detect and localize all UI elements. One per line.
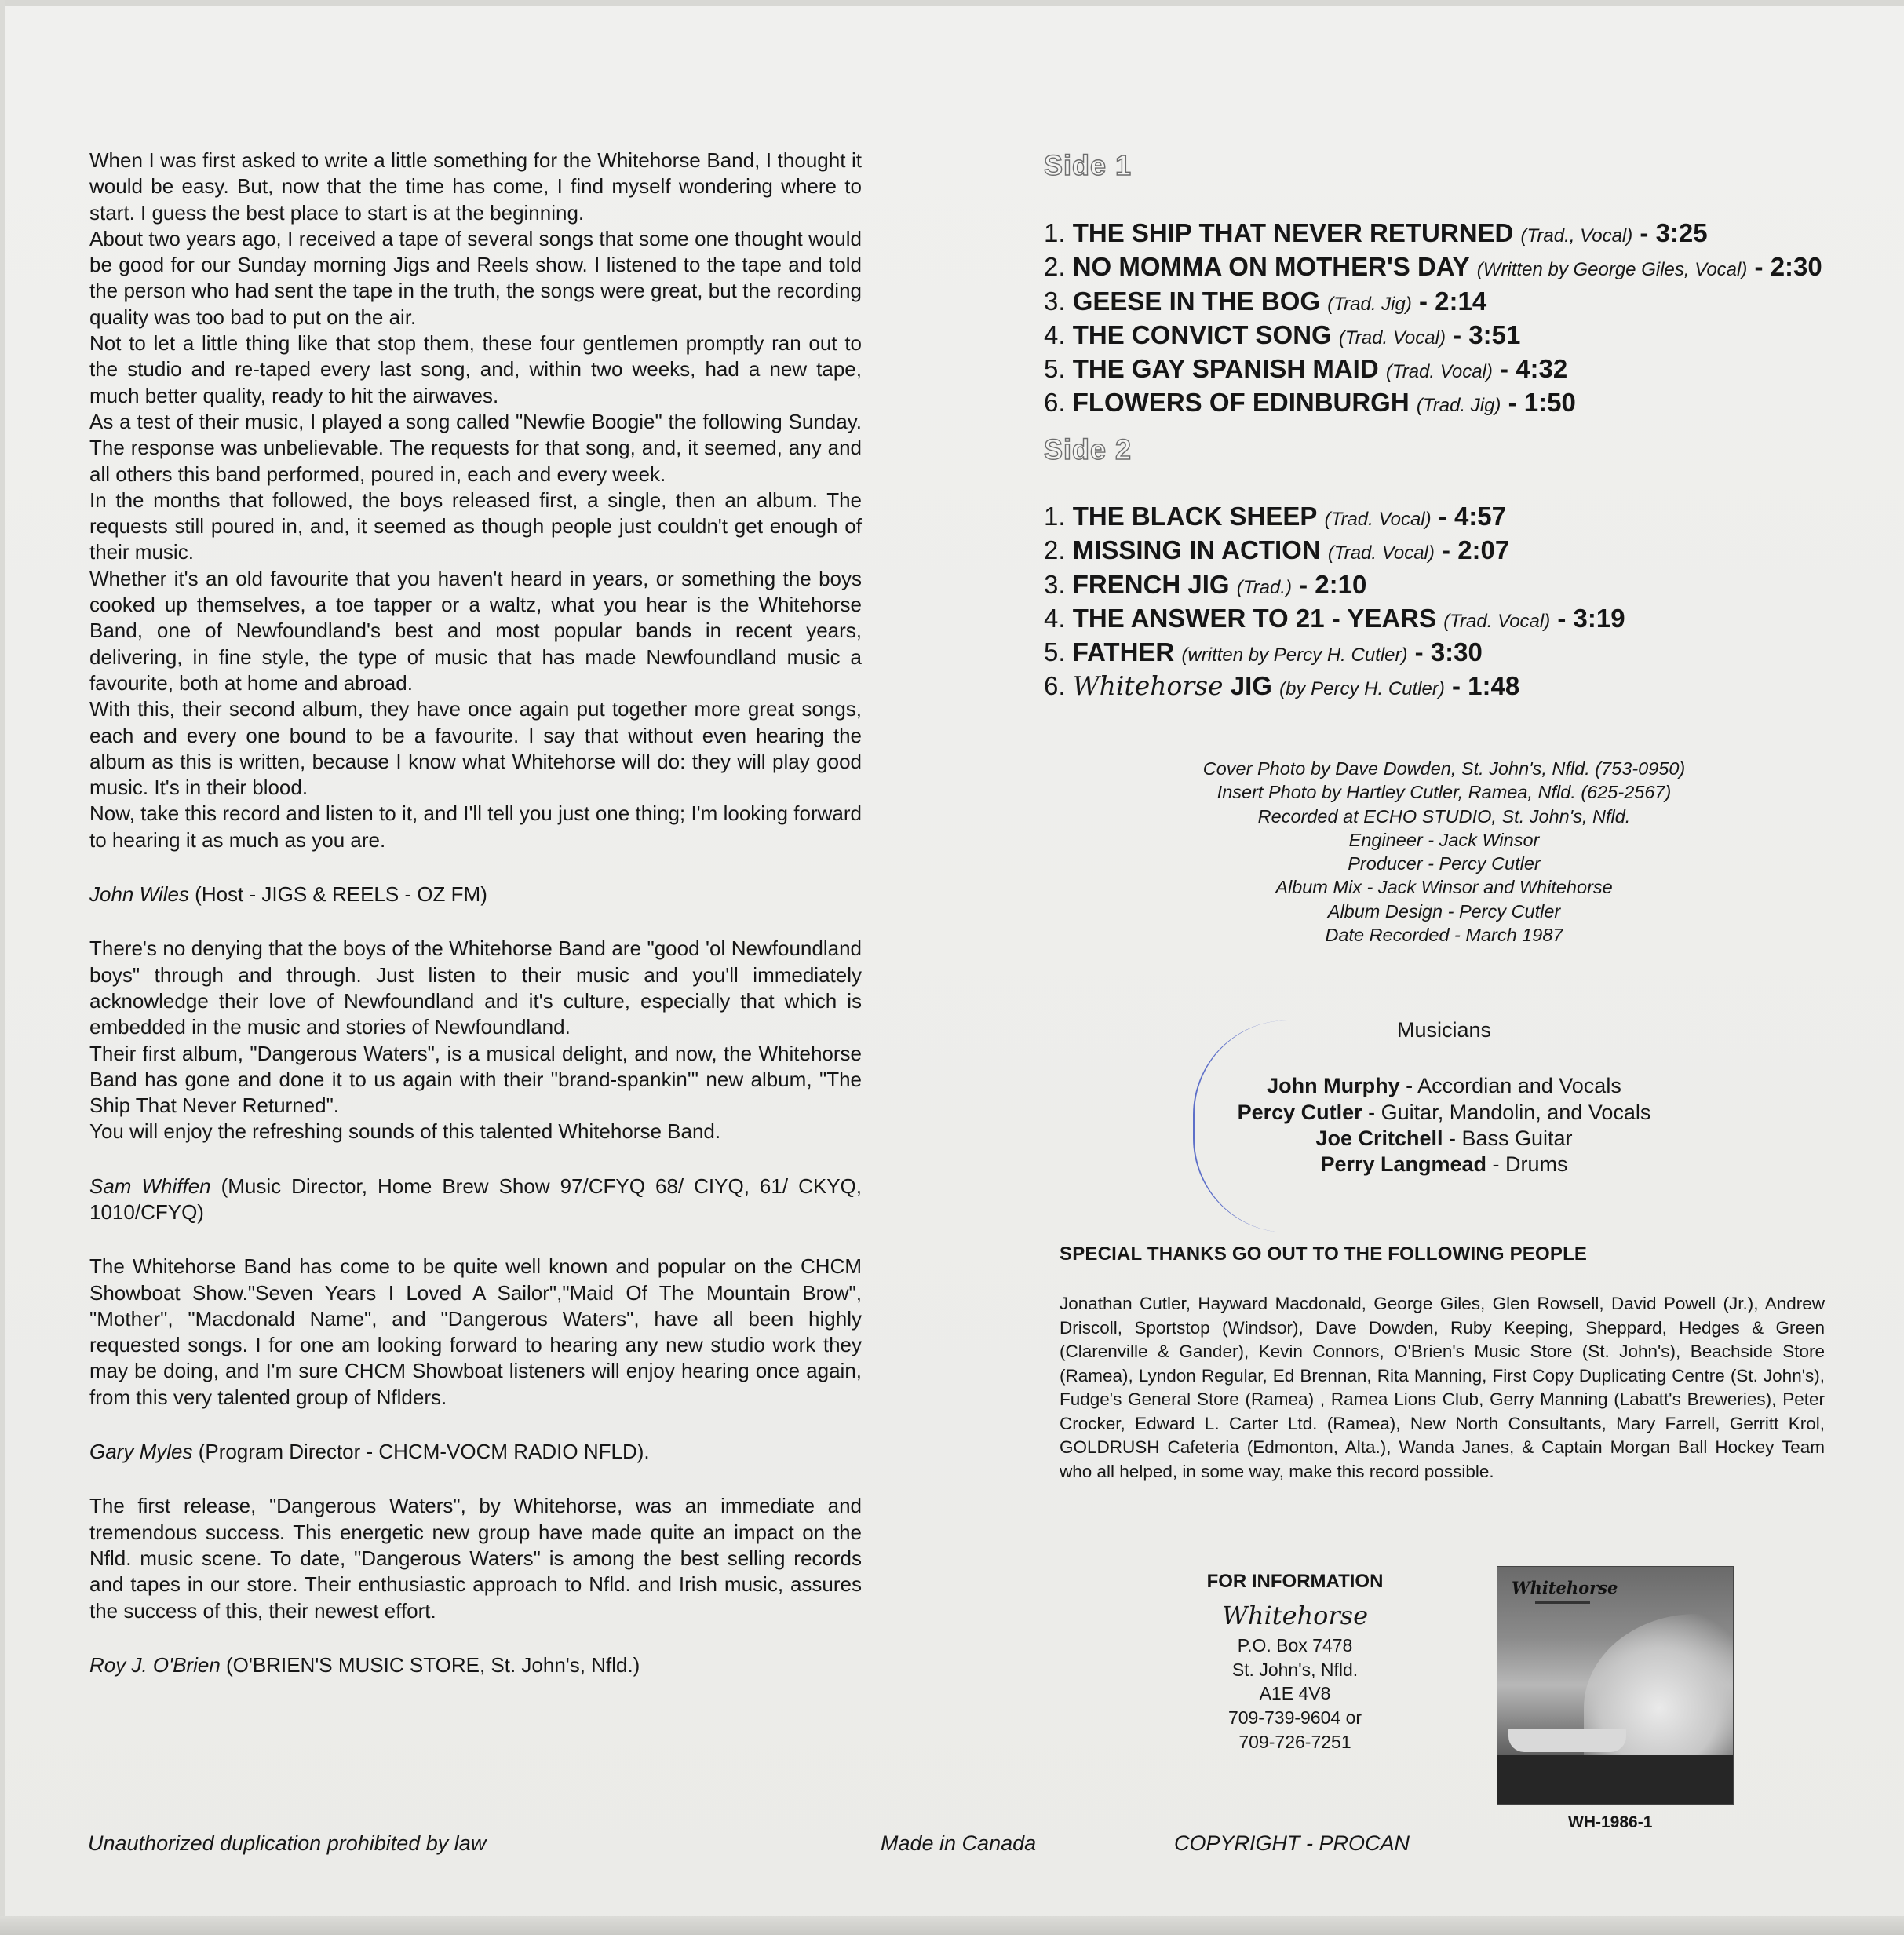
track-duration: - 3:19: [1557, 603, 1625, 633]
credit-line: Insert Photo by Hartley Cutler, Ramea, Nfld. (625-2567): [1216, 782, 1672, 803]
musician-role: - Drums: [1486, 1152, 1568, 1177]
track-duration: - 4:57: [1438, 502, 1506, 531]
signature-role: (Host - JIGS & REELS - OZ FM): [188, 882, 487, 907]
track-item: 3. FRENCH JIG (Trad.) - 2:10: [1044, 569, 1367, 599]
liner-paragraph: When I was first asked to write a little something for the Whitehorse Band, I thought it would be easy. But, now that the time has come, I find myself wondering where to start. I guess the best place to start is at the beginning.: [89, 148, 862, 225]
musician-role: - Accordian and Vocals: [1399, 1074, 1621, 1098]
footer-copyright: COPYRIGHT - PROCAN: [1174, 1831, 1410, 1855]
liner-paragraph: As a test of their music, I played a song called "Newfie Boogie" the following Sunday. The response was unbelievable. The requests for that song, and, it seemed, any and all others this band performed, poured in, each and every week.: [89, 409, 862, 486]
liner-paragraph: There's no denying that the boys of the Whitehorse Band are "good 'ol Newfoundland boys" through and through. Just listen to their music and you'll immediately acknowledge their love of Newfoundland and it's culture, especially that which is embedded in the music and stories of Newfoundland.: [89, 936, 862, 1039]
track-duration: - 1:48: [1452, 671, 1520, 701]
track-title: FLOWERS OF EDINBURGH: [1072, 388, 1410, 418]
track-duration: - 3:30: [1414, 637, 1483, 667]
track-item: 3. GEESE IN THE BOG (Trad. Jig) - 2:14: [1044, 286, 1487, 316]
contact-line: 709-739-9604 or: [1227, 1707, 1362, 1728]
track-title: THE CONVICT SONG: [1072, 319, 1332, 349]
side-2-tracklist: [1044, 501, 1876, 705]
musicians-list: [1177, 1017, 1711, 1177]
contact-info: [1177, 1570, 1413, 1754]
track-item: 4. THE CONVICT SONG (Trad. Vocal) - 3:51: [1044, 319, 1521, 349]
track-title: FATHER: [1072, 637, 1175, 667]
signature-name: Sam Whiffen: [89, 1174, 211, 1198]
liner-paragraph: The Whitehorse Band has come to be quite well known and popular on the CHCM Showboat Show."Seven Years I Loved A Sailor","Maid Of The Mountain Brow", "Mother", "Macdonald Name", and "Dangerous Waters", have all been highly requested songs. I for one am looking forward to hearing any new studio work they may be doing, and I'm sure CHCM Showboat listeners will enjoy hearing once again, from this very talented group of Nflders.: [89, 1254, 862, 1409]
track-note: (Trad., Vocal): [1520, 225, 1633, 246]
track-title: THE SHIP THAT NEVER RETURNED: [1072, 218, 1514, 247]
musician-name: John Murphy: [1267, 1074, 1400, 1098]
liner-paragraph: You will enjoy the refreshing sounds of this talented Whitehorse Band.: [89, 1119, 721, 1144]
credit-line: Recorded at ECHO STUDIO, St. John's, Nfld.: [1257, 805, 1631, 827]
contact-line: A1E 4V8: [1259, 1683, 1331, 1704]
track-duration: - 1:50: [1508, 388, 1576, 418]
liner-paragraph: About two years ago, I received a tape of several songs that some one thought would be good for our Sunday morning Jigs and Reels show. I listened to the tape and told the person who had sent the tape in the truth, the songs were great, but the recording quality was too bad to put on the air.: [89, 226, 862, 329]
catalog-number: WH-1986-1: [1568, 1813, 1653, 1831]
track-title: THE GAY SPANISH MAID: [1072, 354, 1379, 384]
signature-name: Roy J. O'Brien: [89, 1652, 221, 1677]
track-note: (Trad. Vocal): [1338, 327, 1446, 349]
track-item: 2. MISSING IN ACTION (Trad. Vocal) - 2:07: [1044, 535, 1510, 565]
signature-gary-myles: [89, 1439, 862, 1465]
track-note: (Written by George Giles, Vocal): [1476, 259, 1748, 281]
sleeve-edge-top: [0, 0, 1904, 6]
track-item: 4. THE ANSWER TO 21 - YEARS (Trad. Vocal) - 3:19: [1044, 603, 1625, 633]
side-2-heading: Side 2: [1044, 433, 1133, 465]
musician-name: Perry Langmead: [1320, 1152, 1487, 1177]
track-item: 1. THE BLACK SHEEP (Trad. Vocal) - 4:57: [1044, 502, 1506, 531]
liner-paragraph: Whether it's an old favourite that you haven't heard in years, or something the boys cooked up themselves, a toe tapper or a waltz, what you hear is the Whitehorse Band, one of Newfoundland's best and most popular bands in recent years, delivering, in fine style, the type of music that has made Newfoundland music a favourite, both at home and abroad.: [89, 566, 862, 695]
footer-origin: Made in Canada: [881, 1831, 1037, 1855]
signature-sam-whiffen: [89, 1174, 862, 1226]
liner-paragraph: The first release, "Dangerous Waters", by Whitehorse, was an immediate and tremendous success. This energetic new group have made quite an impact on the Nfld. music scene. To date, "Dangerous Waters" is among the best selling records and tapes in our store. Their enthusiastic approach to Nfld. and Irish music, assures the success of this, their newest effort.: [89, 1494, 862, 1623]
credit-line: Date Recorded - March 1987: [1325, 925, 1563, 946]
track-note: (Trad. Vocal): [1385, 361, 1493, 383]
side-1-tracklist: [1044, 217, 1876, 422]
signature-role: (Music Director, Home Brew Show 97/CFYQ 68/ CIYQ, 61/ CKYQ, 1010/CFYQ): [89, 1174, 862, 1224]
track-title: FRENCH JIG: [1072, 569, 1230, 599]
liner-paragraph: With this, their second album, they have once again put together more great songs, each and every one bound to be a favourite. I say that without even hearing the album as this is written, because I know what Whitehorse will do: they will play good music. It's in their blood.: [89, 697, 862, 800]
track-duration: - 2:10: [1299, 569, 1367, 599]
album-cover-thumbnail: [1497, 1566, 1734, 1805]
musician-row: [1177, 1126, 1711, 1152]
track-item: 6. Whitehorse JIG (by Percy H. Cutler) - 1:48: [1044, 670, 1520, 702]
boat-image: [1508, 1729, 1626, 1752]
track-duration: - 2:30: [1754, 252, 1822, 282]
track-note: (Trad. Vocal): [1443, 610, 1551, 632]
production-credits: [1099, 757, 1789, 947]
musician-row: [1177, 1152, 1711, 1177]
track-duration: - 4:32: [1500, 354, 1568, 384]
liner-paragraph: Not to let a little thing like that stop them, these four gentlemen promptly ran out to the studio and re-taped every last song, and, within two weeks, had a new tape, much better quality, ready to hit the airwaves.: [89, 331, 862, 407]
credit-line: Cover Photo by Dave Dowden, St. John's, Nfld. (753-0950): [1202, 758, 1686, 779]
contact-line: 709-726-7251: [1238, 1731, 1351, 1752]
track-duration: - 3:51: [1453, 319, 1521, 349]
contact-line: St. John's, Nfld.: [1231, 1659, 1359, 1680]
contact-line: P.O. Box 7478: [1237, 1635, 1353, 1656]
track-title: JIG: [1230, 671, 1272, 701]
liner-paragraph: In the months that followed, the boys released first, a single, then an album. The requests still poured in, and, it seemed as though people just couldn't get enough of their music.: [89, 487, 862, 564]
track-note: (written by Percy H. Cutler): [1181, 644, 1408, 666]
side-1-heading: Side 1: [1044, 149, 1133, 181]
track-title: GEESE IN THE BOG: [1072, 286, 1321, 316]
whitehorse-script-logo: Whitehorse: [1072, 670, 1224, 702]
track-duration: - 2:14: [1419, 286, 1487, 316]
musician-row: [1177, 1100, 1711, 1126]
whitehorse-script-logo: Whitehorse: [1221, 1600, 1369, 1630]
thumbnail-subtitle-bar: [1535, 1601, 1590, 1604]
footer-legal-notice: Unauthorized duplication prohibited by law: [88, 1831, 487, 1855]
track-item: 5. THE GAY SPANISH MAID (Trad. Vocal) - 4:32: [1044, 354, 1568, 384]
track-note: (Trad. Vocal): [1327, 542, 1435, 564]
track-title: MISSING IN ACTION: [1072, 535, 1321, 565]
credit-line: Album Design - Percy Cutler: [1327, 900, 1561, 922]
credit-line: Engineer - Jack Winsor: [1348, 829, 1540, 850]
thumbnail-logo: Whitehorse: [1512, 1578, 1618, 1597]
signature-role: (O'BRIEN'S MUSIC STORE, St. John's, Nfld.): [220, 1652, 640, 1677]
credit-line: Producer - Percy Cutler: [1348, 853, 1541, 874]
signature-name: Gary Myles: [89, 1440, 193, 1464]
sleeve-edge-bottom: [0, 1916, 1904, 1935]
track-note: (Trad.): [1236, 576, 1292, 598]
signature-roy-obrien: [89, 1652, 862, 1678]
track-title: THE BLACK SHEEP: [1072, 502, 1318, 531]
sea-image: [1497, 1755, 1733, 1804]
musicians-heading: Musicians: [1396, 1018, 1492, 1042]
musician-name: Percy Cutler: [1237, 1100, 1362, 1124]
track-title: THE ANSWER TO 21 - YEARS: [1072, 603, 1437, 633]
sleeve-edge-left: [0, 0, 5, 1935]
contact-heading: FOR INFORMATION: [1206, 1571, 1384, 1592]
liner-paragraph: Their first album, "Dangerous Waters", is a musical delight, and now, the Whitehorse Band has gone and done it to us again with their "brand-spankin'" new album, "The Ship That Never Returned".: [89, 1041, 862, 1118]
track-item: 1. THE SHIP THAT NEVER RETURNED (Trad., Vocal) - 3:25: [1044, 218, 1708, 247]
special-thanks-heading: SPECIAL THANKS GO OUT TO THE FOLLOWING PEOPLE: [1060, 1243, 1588, 1265]
liner-notes: [89, 148, 862, 1678]
track-item: 2. NO MOMMA ON MOTHER'S DAY (Written by George Giles, Vocal) - 2:30: [1044, 252, 1822, 282]
musician-name: Joe Critchell: [1315, 1126, 1443, 1150]
signature-name: John Wiles: [89, 882, 189, 907]
special-thanks-text: Jonathan Cutler, Hayward Macdonald, George Giles, Glen Rowsell, David Powell (Jr.), Andrew Driscoll, Sportstop (Windsor), Dave Dowden, Ruby Keeping, Sheppard, Hedges & Green (Clarenville & Gander), Kevin Connors, O'Brien's Music Store (St. John's), Beachside Store (Ramea), Lyndon Regular, Ed Brennan, Rita Manning, First Copy Duplicating Centre (St. John's), Fudge's General Store (Ramea) , Ramea Lions Club, Gerry Manning (Labatt's Breweries), Peter Crocker, Edward L. Carter Ltd. (Ramea), New North Consultants, Mary Farrell, Gerritt Krol, GOLDRUSH Cafeteria (Edmonton, Alta.), Wanda Janes, & Captain Morgan Ball Hockey Team who all helped, in some way, make this record possible.: [1060, 1294, 1825, 1481]
credit-line: Album Mix - Jack Winsor and Whitehorse: [1275, 877, 1613, 898]
liner-paragraph: Now, take this record and listen to it, and I'll tell you just one thing; I'm looking forward to hearing it as much as you are.: [89, 801, 862, 852]
track-item: 5. FATHER (written by Percy H. Cutler) - 3:30: [1044, 637, 1483, 667]
musician-role: - Guitar, Mandolin, and Vocals: [1362, 1100, 1651, 1124]
track-duration: - 3:25: [1640, 218, 1708, 247]
track-title: NO MOMMA ON MOTHER'S DAY: [1072, 252, 1470, 282]
track-note: (by Percy H. Cutler): [1279, 678, 1445, 700]
signature-role: (Program Director - CHCM-VOCM RADIO NFLD).: [192, 1440, 650, 1464]
track-note: (Trad. Jig): [1416, 395, 1501, 417]
track-duration: - 2:07: [1442, 535, 1510, 565]
track-item: 6. FLOWERS OF EDINBURGH (Trad. Jig) - 1:50: [1044, 388, 1576, 418]
musician-row: [1177, 1073, 1711, 1099]
track-note: (Trad. Jig): [1327, 293, 1412, 315]
track-note: (Trad. Vocal): [1324, 509, 1432, 530]
signature-john-wiles: [89, 882, 862, 907]
musician-role: - Bass Guitar: [1443, 1126, 1573, 1150]
